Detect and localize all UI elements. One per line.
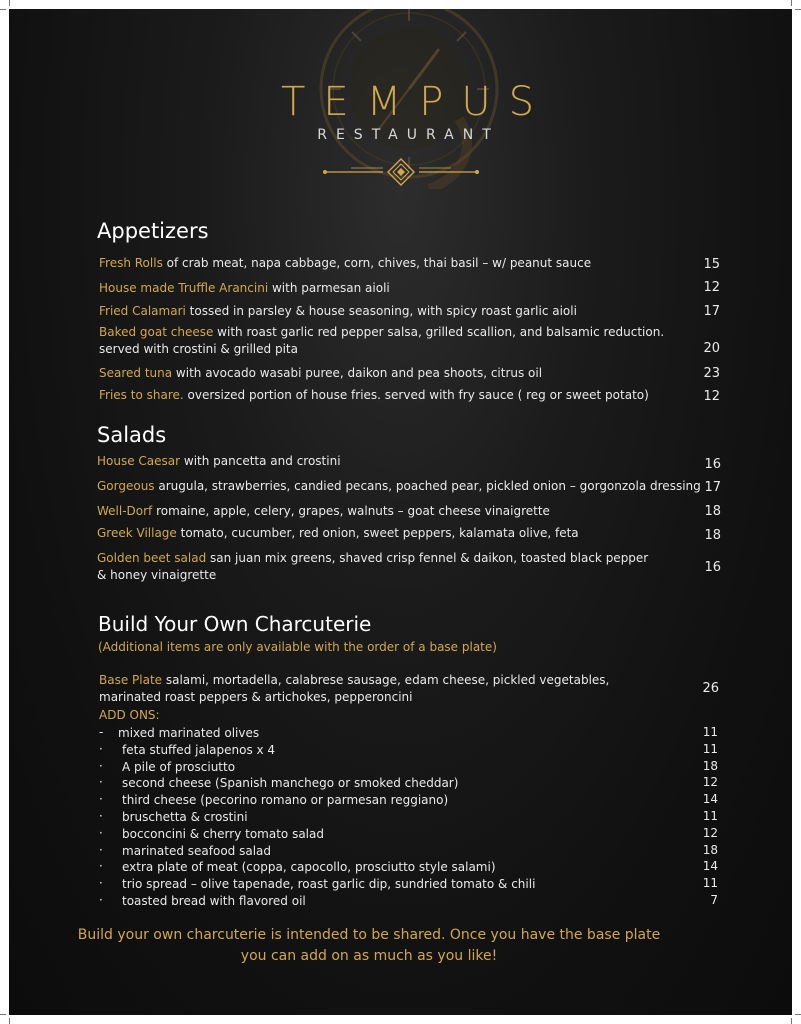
brand-subtitle: RESTAURANT [317, 127, 500, 143]
item-desc: tomato, cucumber, red onion, sweet peppers, kalamata olive, feta [176, 526, 579, 540]
menu-item [99, 255, 699, 272]
crop-mark [791, 1018, 792, 1024]
menu-item [99, 365, 699, 382]
charcuterie-note: (Additional items are only available with the order of a base plate) [98, 640, 497, 654]
item-desc: arugula, strawberries, candied pecans, poached pear, pickled onion – gorgonzola dressing [154, 479, 701, 493]
item-price: 17 [704, 480, 721, 495]
addon-item-price: 18 [702, 842, 718, 857]
addon-item-label: mixed marinated olives [118, 726, 260, 740]
item-name: Fresh Rolls [99, 256, 163, 270]
item-desc: with parmesan aioli [268, 281, 390, 295]
addons-label: ADD ONS: [99, 708, 160, 722]
item-desc-line2: & honey vinaigrette [97, 568, 217, 582]
item-desc-line2: served with crostini & grilled pita [99, 342, 298, 356]
addon-bullet: · [99, 842, 103, 857]
ornament-divider-icon [321, 157, 481, 187]
addon-item-label: extra plate of meat (coppa, capocollo, prosciutto style salami) [122, 860, 496, 875]
addon-bullet: - [99, 725, 104, 739]
addon-item-label: second cheese (Spanish manchego or smoked cheddar) [122, 776, 459, 791]
footer-note [69, 925, 669, 967]
section-title-appetizers: Appetizers [97, 219, 209, 243]
item-price: 12 [703, 280, 720, 295]
addon-item-price: 11 [702, 876, 718, 891]
item-name: House Caesar [97, 454, 181, 468]
item-name: Gorgeous [97, 479, 155, 493]
item-price: 12 [703, 389, 720, 404]
crop-mark [795, 1014, 801, 1015]
addon-item-price: 18 [702, 758, 718, 773]
addon-item-label: marinated seafood salad [122, 843, 272, 858]
item-price: 16 [704, 457, 721, 472]
addon-item-price: 11 [702, 809, 718, 823]
item-desc: oversized portion of house fries. served with fry sauce ( reg or sweet potato) [183, 388, 649, 402]
menu-item [99, 387, 699, 404]
addon-item-price: 7 [710, 893, 718, 907]
crop-mark [0, 9, 6, 10]
menu-item [99, 280, 699, 297]
crop-mark [9, 0, 10, 6]
addon-item-price: 14 [702, 792, 718, 807]
addon-item-label: feta stuffed jalapenos x 4 [122, 742, 276, 757]
addon-bullet: · [99, 741, 103, 756]
addon-bullet: · [99, 825, 103, 840]
item-price: 18 [704, 504, 721, 519]
addon-item-label: third cheese (pecorino romano or parmesan reggiano) [122, 793, 449, 808]
menu-item [99, 324, 699, 358]
menu-item [97, 478, 717, 495]
addon-bullet: · [99, 859, 103, 874]
crop-mark [0, 1014, 6, 1015]
section-title-charcuterie: Build Your Own Charcuterie [98, 612, 372, 636]
item-name: House made Truffle Arancini [99, 281, 269, 295]
item-desc: with avocado wasabi puree, daikon and pea shoots, citrus oil [172, 366, 543, 380]
item-price: 17 [703, 304, 720, 319]
item-name: Base Plate [99, 673, 163, 687]
addon-item-price: 14 [702, 859, 718, 874]
addon-item-price: 12 [702, 775, 718, 790]
addon-bullet: · [99, 809, 103, 823]
addon-item-label: toasted bread with flavored oil [122, 894, 306, 908]
footer-line-1: Build your own charcuterie is intended to be shared. Once you have the base plate [77, 927, 661, 943]
brand-title: TEMPUS [280, 79, 552, 125]
addon-bullet: · [99, 775, 103, 790]
addon-item-label: bocconcini & cherry tomato salad [122, 826, 324, 841]
crop-mark [9, 1018, 10, 1024]
menu-page [9, 9, 792, 1015]
item-price: 18 [704, 528, 721, 543]
item-name: Seared tuna [99, 366, 173, 380]
item-desc: with roast garlic red pepper salsa, grilled scallion, and balsamic reduction. [213, 325, 665, 339]
addon-item-price: 11 [702, 725, 718, 739]
addon-item-label: A pile of prosciutto [122, 759, 236, 774]
addon-bullet: · [99, 792, 103, 807]
addon-item-label: trio spread – olive tapenade, roast garlic dip, sundried tomato & chili [122, 877, 536, 892]
item-desc: salami, mortadella, calabrese sausage, edam cheese, pickled vegetables, [162, 673, 610, 687]
menu-item [97, 550, 717, 584]
item-desc: with pancetta and crostini [180, 454, 341, 468]
item-desc: san juan mix greens, shaved crisp fennel & daikon, toasted black pepper [206, 551, 649, 565]
addon-item-price: 12 [702, 825, 718, 840]
item-name: Fries to share. [99, 388, 184, 402]
crop-mark [795, 9, 801, 10]
base-plate-item [99, 672, 699, 706]
menu-item [97, 503, 717, 520]
item-name: Baked goat cheese [99, 325, 214, 339]
item-desc: tossed in parsley & house seasoning, with spicy roast garlic aioli [185, 304, 577, 318]
item-price: 26 [702, 681, 719, 696]
addon-bullet: · [99, 758, 103, 773]
item-name: Greek Village [97, 526, 177, 540]
item-desc: romaine, apple, celery, grapes, walnuts – goat cheese vinaigrette [152, 504, 550, 518]
menu-item [97, 525, 717, 542]
addon-bullet: · [99, 876, 103, 891]
item-price: 15 [703, 257, 720, 272]
footer-line-2: you can add on as much as you like! [240, 948, 498, 964]
item-name: Well-Dorf [97, 504, 153, 518]
addon-bullet: · [99, 893, 103, 907]
menu-item [99, 303, 699, 320]
menu-item [97, 453, 717, 470]
addon-item-label: bruschetta & crostini [122, 810, 248, 824]
section-title-salads: Salads [97, 423, 167, 447]
item-name: Fried Calamari [99, 304, 186, 318]
item-name: Golden beet salad [97, 551, 207, 565]
item-desc-line2: marinated roast peppers & artichokes, pepperoncini [99, 690, 413, 704]
item-desc: of crab meat, napa cabbage, corn, chives, thai basil – w/ peanut sauce [162, 256, 592, 270]
crop-mark [791, 0, 792, 6]
item-price: 23 [703, 366, 720, 381]
addon-item-price: 11 [702, 741, 718, 756]
item-price: 20 [703, 341, 720, 356]
item-price: 16 [704, 560, 721, 575]
